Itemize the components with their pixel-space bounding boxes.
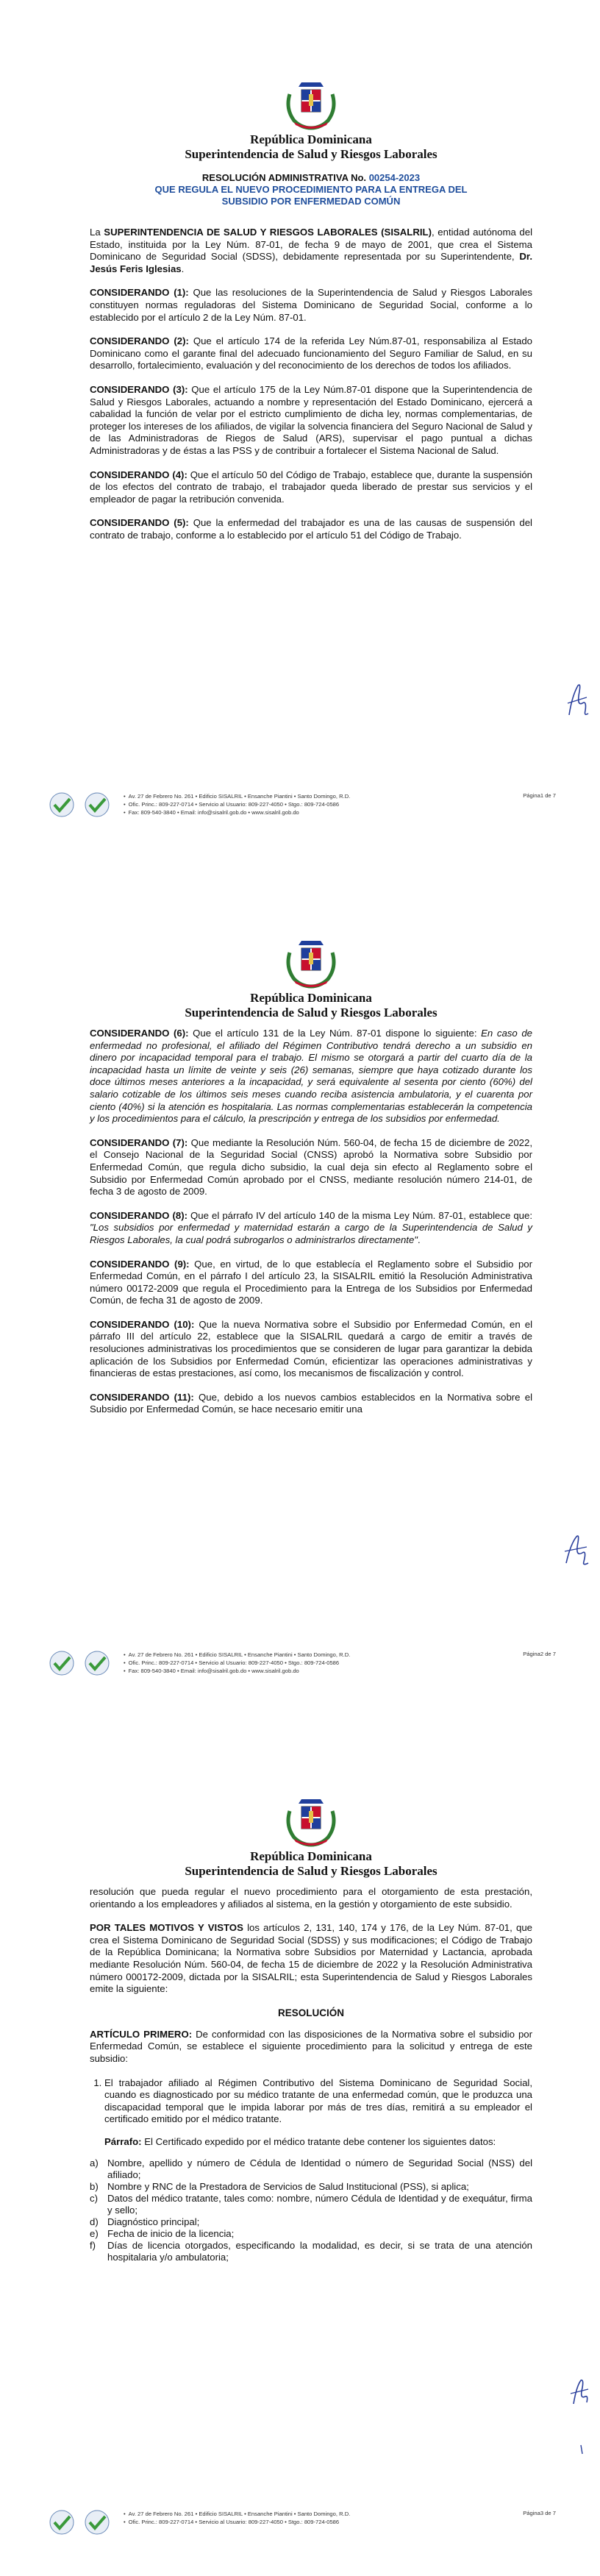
- intro-paragraph: [90, 227, 532, 275]
- certificate-data-list: [90, 2157, 532, 2263]
- page-number: Página2 de 7: [523, 1651, 556, 1657]
- page-1: [0, 79, 600, 858]
- intro-end: .: [181, 263, 185, 274]
- coat-of-arms-icon: [284, 79, 338, 131]
- parrafo-paragraph: [90, 2136, 532, 2149]
- considerando-6-text: Que el artículo 131 de la Ley Núm. 87-01 dispone lo siguiente:: [188, 1028, 482, 1039]
- resolucion-heading: RESOLUCIÓN: [277, 2007, 344, 2018]
- intro-text-1: La: [90, 227, 104, 238]
- continuation-paragraph: resolución que pueda regular el nuevo procedimiento para el otorgamiento de esta prestación, orientando a los empleadores y afiliados al sistema, en la gestión y otorgamiento de este subsidio.: [90, 1886, 532, 1910]
- considerando-5-text: Que la enfermedad del trabajador es una de las causas de suspensión del contrato de trabajo, conforme a lo establecido por el artículo 51 del Código de Trabajo.: [90, 517, 532, 541]
- page-3: [0, 1796, 600, 2576]
- considerando-11-text: Que, debido a los nuevos cambios establecidos en la Normativa sobre el Subsidio por Enfermedad Común, se hace necesario emitir una: [90, 1391, 532, 1415]
- resolution-number: 00254-2023: [368, 172, 421, 183]
- parrafo-label: Párrafo:: [104, 2135, 142, 2147]
- certification-seal-icon: [46, 792, 78, 817]
- page-footer: [46, 792, 556, 817]
- list-letter: e): [90, 2227, 99, 2239]
- procedure-item-1: 1. El trabajador afiliado al Régimen Contributivo del Sistema Dominicano de Seguridad Social, cuando es diagnosticado por su médico tratante de una enfermedad común, que le produzca una discapacidad temporal que le impida laborar por más de tres días, remitirá a su empleador el certificado emitido por el médico tratante.: [104, 2077, 532, 2126]
- parrafo-text: El Certificado expedido por el médico tratante debe contener los siguientes datos:: [141, 2135, 496, 2147]
- list-letter: a): [90, 2157, 99, 2168]
- considerando-11: [90, 1392, 532, 1416]
- article-1: [90, 2029, 532, 2066]
- coat-of-arms-icon: [284, 1796, 338, 1848]
- header-entity: Superintendencia de Salud y Riesgos Laborales: [185, 1864, 438, 1878]
- footer-contact: [124, 792, 515, 816]
- list-item-text: Nombre, apellido y número de Cédula de Identidad o número de Seguridad Social (NSS) del afiliado;: [107, 2157, 532, 2180]
- considerando-8-quote: "Los subsidios por enfermedad y maternidad estarán a cargo de la Superintendencia de Salud y Riesgos Laborales, la cual podrá subrogarlos o administrarlos directamente": [90, 1222, 532, 1245]
- certification-seal-icon: [81, 1651, 113, 1676]
- considerando-4-text: Que el artículo 50 del Código de Trabajo, establece que, durante la suspensión de los efectos del contrato de trabajo, el trabajador queda liberado de prestar sus servicios y el empleador de pagar la retribución convenida.: [90, 469, 532, 505]
- considerando-9-label: CONSIDERANDO (9):: [90, 1258, 190, 1270]
- considerando-8: [90, 1210, 532, 1247]
- list-item-text: Nombre y RNC de la Prestadora de Servicios de Salud Institucional (PSS), si aplica;: [107, 2180, 469, 2192]
- footer-line-1: • Av. 27 de Febrero No. 261 • Edificio SISALRIL • Ensanche Piantini • Santo Domingo, R.D.: [124, 2511, 351, 2517]
- article-1-text: De conformidad con las disposiciones de la Normativa sobre el subsidio por Enfermedad Común, se establece el siguiente procedimiento para la solicitud y entrega de este subsidio:: [90, 2028, 532, 2064]
- considerando-8-label: CONSIDERANDO (8):: [90, 1209, 188, 1221]
- footer-line-3: • Fax: 809-540-3840 • Email: info@sisalril.gob.do • www.sisalril.gob.do: [124, 809, 299, 816]
- considerando-4: [90, 469, 532, 506]
- footer-line-1: • Av. 27 de Febrero No. 261 • Edificio SISALRIL • Ensanche Piantini • Santo Domingo, R.D.: [124, 1651, 351, 1658]
- motivos-text: los artículos 2, 131, 140, 174 y 176, de la Ley Núm. 87-01, que crea el Sistema Dominicano de Seguridad Social (SDSS) y sus modificaciones; el Código de Trabajo de la República Dominicana; la Normativa sobre Subsidios por Maternidad y Lactancia, aprobada mediante Resolución Núm. 560-04, de fecha 15 de diciembre de 2022 y la Resolución Administrativa número 000172-2009, dictada por la SISALRIL; esta Superintendencia de Salud y Riesgos Laborales emite la siguiente:: [90, 1922, 532, 1995]
- article-1-label: ARTÍCULO PRIMERO:: [90, 2028, 193, 2040]
- footer-line-2: • Ofic. Princ.: 809-227-0714 • Servicio al Usuario: 809-227-4050 • Stgo.: 809-724-0586: [124, 801, 340, 808]
- certificate-data-item: [90, 2216, 532, 2228]
- resolution-subtitle-1: QUE REGULA EL NUEVO PROCEDIMIENTO PARA LA ENTREGA DEL: [154, 184, 468, 195]
- considerando-6-quote: En caso de enfermedad no profesional, el afiliado del Régimen Contributivo tendrá derecho a un subsidio en dinero por incapacidad temporal para el trabajo. El mismo se otorgará a partir del cuarto día de la incapacidad hasta un límite de veinte y seis (26) semanas, siempre que haya cotizado durante los doce últimos meses anteriores a la incapacidad, y será equivalente al sesenta por ciento (60%) del salario cotizable de los últimos seis meses cuando reciba asistencia ambulatoria, y el cuarenta por ciento (40%) si la atención es hospitalaria. Las normas complementarias establecerán la competencia y los procedimientos para el cálculo, la prescripción y entrega de los subsidios por enfermedad.: [90, 1028, 532, 1125]
- header-country: República Dominicana: [250, 1849, 372, 1863]
- motivos-label: POR TALES MOTIVOS Y VISTOS: [90, 1922, 243, 1934]
- page-number: Página1 de 7: [523, 792, 556, 799]
- considerando-10-label: CONSIDERANDO (10):: [90, 1318, 195, 1330]
- resolution-title-prefix: RESOLUCIÓN ADMINISTRATIVA No.: [201, 172, 367, 183]
- considerando-9-text: Que, en virtud, de lo que establecía el Reglamento sobre el Subsidio por Enfermedad Común, en el párrafo I del artículo 23, la SISALRIL emitió la Resolución Administrativa número 00172-2009 que regula el Procedimiento para la Entrega de los Subsidios por Enfermedad Común, de fecha 31 de agosto de 2009.: [90, 1258, 533, 1306]
- certification-seal-icon: [81, 2510, 113, 2535]
- list-letter: b): [90, 2180, 99, 2192]
- footer-line-1: • Av. 27 de Febrero No. 261 • Edificio SISALRIL • Ensanche Piantini • Santo Domingo, R.D.: [124, 793, 351, 800]
- certificate-data-item: [90, 2157, 532, 2181]
- motivos-paragraph: [90, 1922, 532, 1996]
- considerando-4-label: CONSIDERANDO (4):: [90, 469, 188, 480]
- initials-signature-icon: [568, 2377, 591, 2458]
- considerando-8-end: .: [417, 1234, 421, 1245]
- header-entity: Superintendencia de Salud y Riesgos Laborales: [185, 1006, 438, 1020]
- considerando-11-label: CONSIDERANDO (11):: [90, 1391, 194, 1403]
- page-footer: [46, 2510, 556, 2535]
- certificate-data-item: [90, 2181, 532, 2193]
- footer-contact: [124, 2510, 515, 2526]
- certificate-data-item: [90, 2193, 532, 2216]
- procedure-list: [90, 2077, 532, 2126]
- page-footer: [46, 1651, 556, 1676]
- initials-signature-icon: [562, 1531, 591, 1569]
- considerando-7-label: CONSIDERANDO (7):: [90, 1136, 188, 1148]
- list-item-text: Días de licencia otorgados, especificando la modalidad, es decir, si se trata de una atención hospitalaria y/o ambulatoria;: [107, 2239, 532, 2263]
- considerando-10: [90, 1319, 532, 1380]
- list-item-text: Datos del médico tratante, tales como: nombre, número Cédula de Identidad y de exequátur, firma y sello;: [107, 2192, 532, 2216]
- intro-entity-name: SUPERINTENDENCIA DE SALUD Y RIESGOS LABORALES (SISALRIL): [104, 227, 432, 238]
- considerando-6: [90, 1028, 532, 1125]
- considerando-9: [90, 1259, 532, 1307]
- considerando-2-text: Que el artículo 174 de la referida Ley Núm.87-01, responsabiliza al Estado Dominicano como el garante final del adecuado funcionamiento del Seguro Familiar de Salud, en su desarrollo, fortalecimiento, evaluación y del reconocimiento de los derechos de todos los afiliados.: [90, 335, 533, 371]
- considerando-1-label: CONSIDERANDO (1):: [90, 287, 189, 299]
- intro-superintendent: Dr. Jesús Feris Iglesias: [90, 251, 532, 274]
- considerando-10-text: Que la nueva Normativa sobre el Subsidio por Enfermedad Común, en el párrafo III del artículo 22, establece que la SISALRIL quedará a cargo de emitir a través de resoluciones administrativas los procedimientos que se consideren de lugar para garantizar la debida aplicación de los Subsidios por Enfermedad Común, eficientizar las operaciones administrativas y financieras de estas prestaciones, así como, los mecanismos de fiscalización y control.: [90, 1318, 533, 1379]
- certificate-data-item: [90, 2228, 532, 2240]
- considerando-2-label: CONSIDERANDO (2):: [90, 335, 189, 347]
- initials-signature-icon: [565, 681, 591, 719]
- list-letter: c): [90, 2192, 98, 2204]
- list-item-text: Diagnóstico principal;: [107, 2216, 200, 2227]
- certification-seal-icon: [46, 1651, 78, 1676]
- resolution-title: [90, 172, 532, 184]
- considerando-8-text: Que el párrafo IV del artículo 140 de la misma Ley Núm. 87-01, establece que:: [188, 1209, 532, 1221]
- list-letter: d): [90, 2216, 99, 2227]
- considerando-7-text: Que mediante la Resolución Núm. 560-04, de fecha 15 de diciembre de 2022, el Consejo Nacional de la Seguridad Social (CNSS) aprobó la Normativa sobre Subsidio por Enfermedad Común, que regula dicho subsidio, la cual deja sin efecto al Reglamento sobre el Subsidio por Enfermedad Común aprobado por el CNSS, mediante resolución número 214-01, de fecha 3 de agosto de 2009.: [90, 1136, 533, 1198]
- considerando-5: [90, 517, 532, 541]
- page-2: [0, 938, 600, 1717]
- certification-seal-icon: [81, 792, 113, 817]
- header-country: República Dominicana: [250, 132, 372, 146]
- considerando-3: [90, 384, 532, 458]
- coat-of-arms-icon: [284, 938, 338, 989]
- considerando-7: [90, 1137, 532, 1198]
- footer-line-2: • Ofic. Princ.: 809-227-0714 • Servicio al Usuario: 809-227-4050 • Stgo.: 809-724-0586: [124, 2519, 340, 2525]
- certificate-data-item: [90, 2240, 532, 2263]
- considerando-3-label: CONSIDERANDO (3):: [90, 383, 188, 395]
- footer-contact: [124, 1651, 515, 1675]
- list-letter: f): [90, 2239, 96, 2251]
- header-country: República Dominicana: [250, 991, 372, 1005]
- resolution-subtitle-2: SUBSIDIO POR ENFERMEDAD COMÚN: [221, 196, 401, 207]
- footer-line-3: • Fax: 809-540-3840 • Email: info@sisalril.gob.do • www.sisalril.gob.do: [124, 1668, 299, 1674]
- considerando-3-text: Que el artículo 175 de la Ley Núm.87-01 dispone que la Superintendencia de Salud y Riesgos Laborales, actuando a nombre y representación del Estado Dominicano, ejercerá a cabalidad la función de velar por el estricto cumplimiento de dicha ley, normas complementarias, de proteger los intereses de los afiliados, de vigilar la solvencia financiera del Seguro Nacional de Salud y de las Administradoras de Riegos de Salud (ARS), supervisar el pago puntual a dichas Administradoras y de éstas a las PSS y de contribuir a fortalecer el Sistema Nacional de Salud.: [90, 383, 533, 456]
- considerando-5-label: CONSIDERANDO (5):: [90, 517, 189, 529]
- header-entity: Superintendencia de Salud y Riesgos Laborales: [185, 147, 438, 161]
- considerando-1-text: Que las resoluciones de la Superintendencia de Salud y Riesgos Laborales constituyen normas reguladoras del Sistema Dominicano de Seguridad Social, conforme a lo establecido por el artículo 2 de la Ley Núm. 87-01.: [90, 287, 532, 323]
- certification-seal-icon: [46, 2510, 78, 2535]
- considerando-6-label: CONSIDERANDO (6):: [90, 1028, 189, 1039]
- intro-text-2: , entidad autónoma del Estado, instituida por la Ley Núm. 87-01, de fecha 9 de mayo de 2001, que crea el Sistema Dominicano de Seguridad Social (SDSS), debidamente representada por su Superintendente,: [90, 227, 532, 263]
- list-item-text: Fecha de inicio de la licencia;: [107, 2227, 235, 2239]
- footer-line-2: • Ofic. Princ.: 809-227-0714 • Servicio al Usuario: 809-227-4050 • Stgo.: 809-724-0586: [124, 1659, 340, 1666]
- considerando-1: [90, 287, 532, 324]
- page-number: Página3 de 7: [523, 2510, 556, 2516]
- considerando-2: [90, 335, 532, 372]
